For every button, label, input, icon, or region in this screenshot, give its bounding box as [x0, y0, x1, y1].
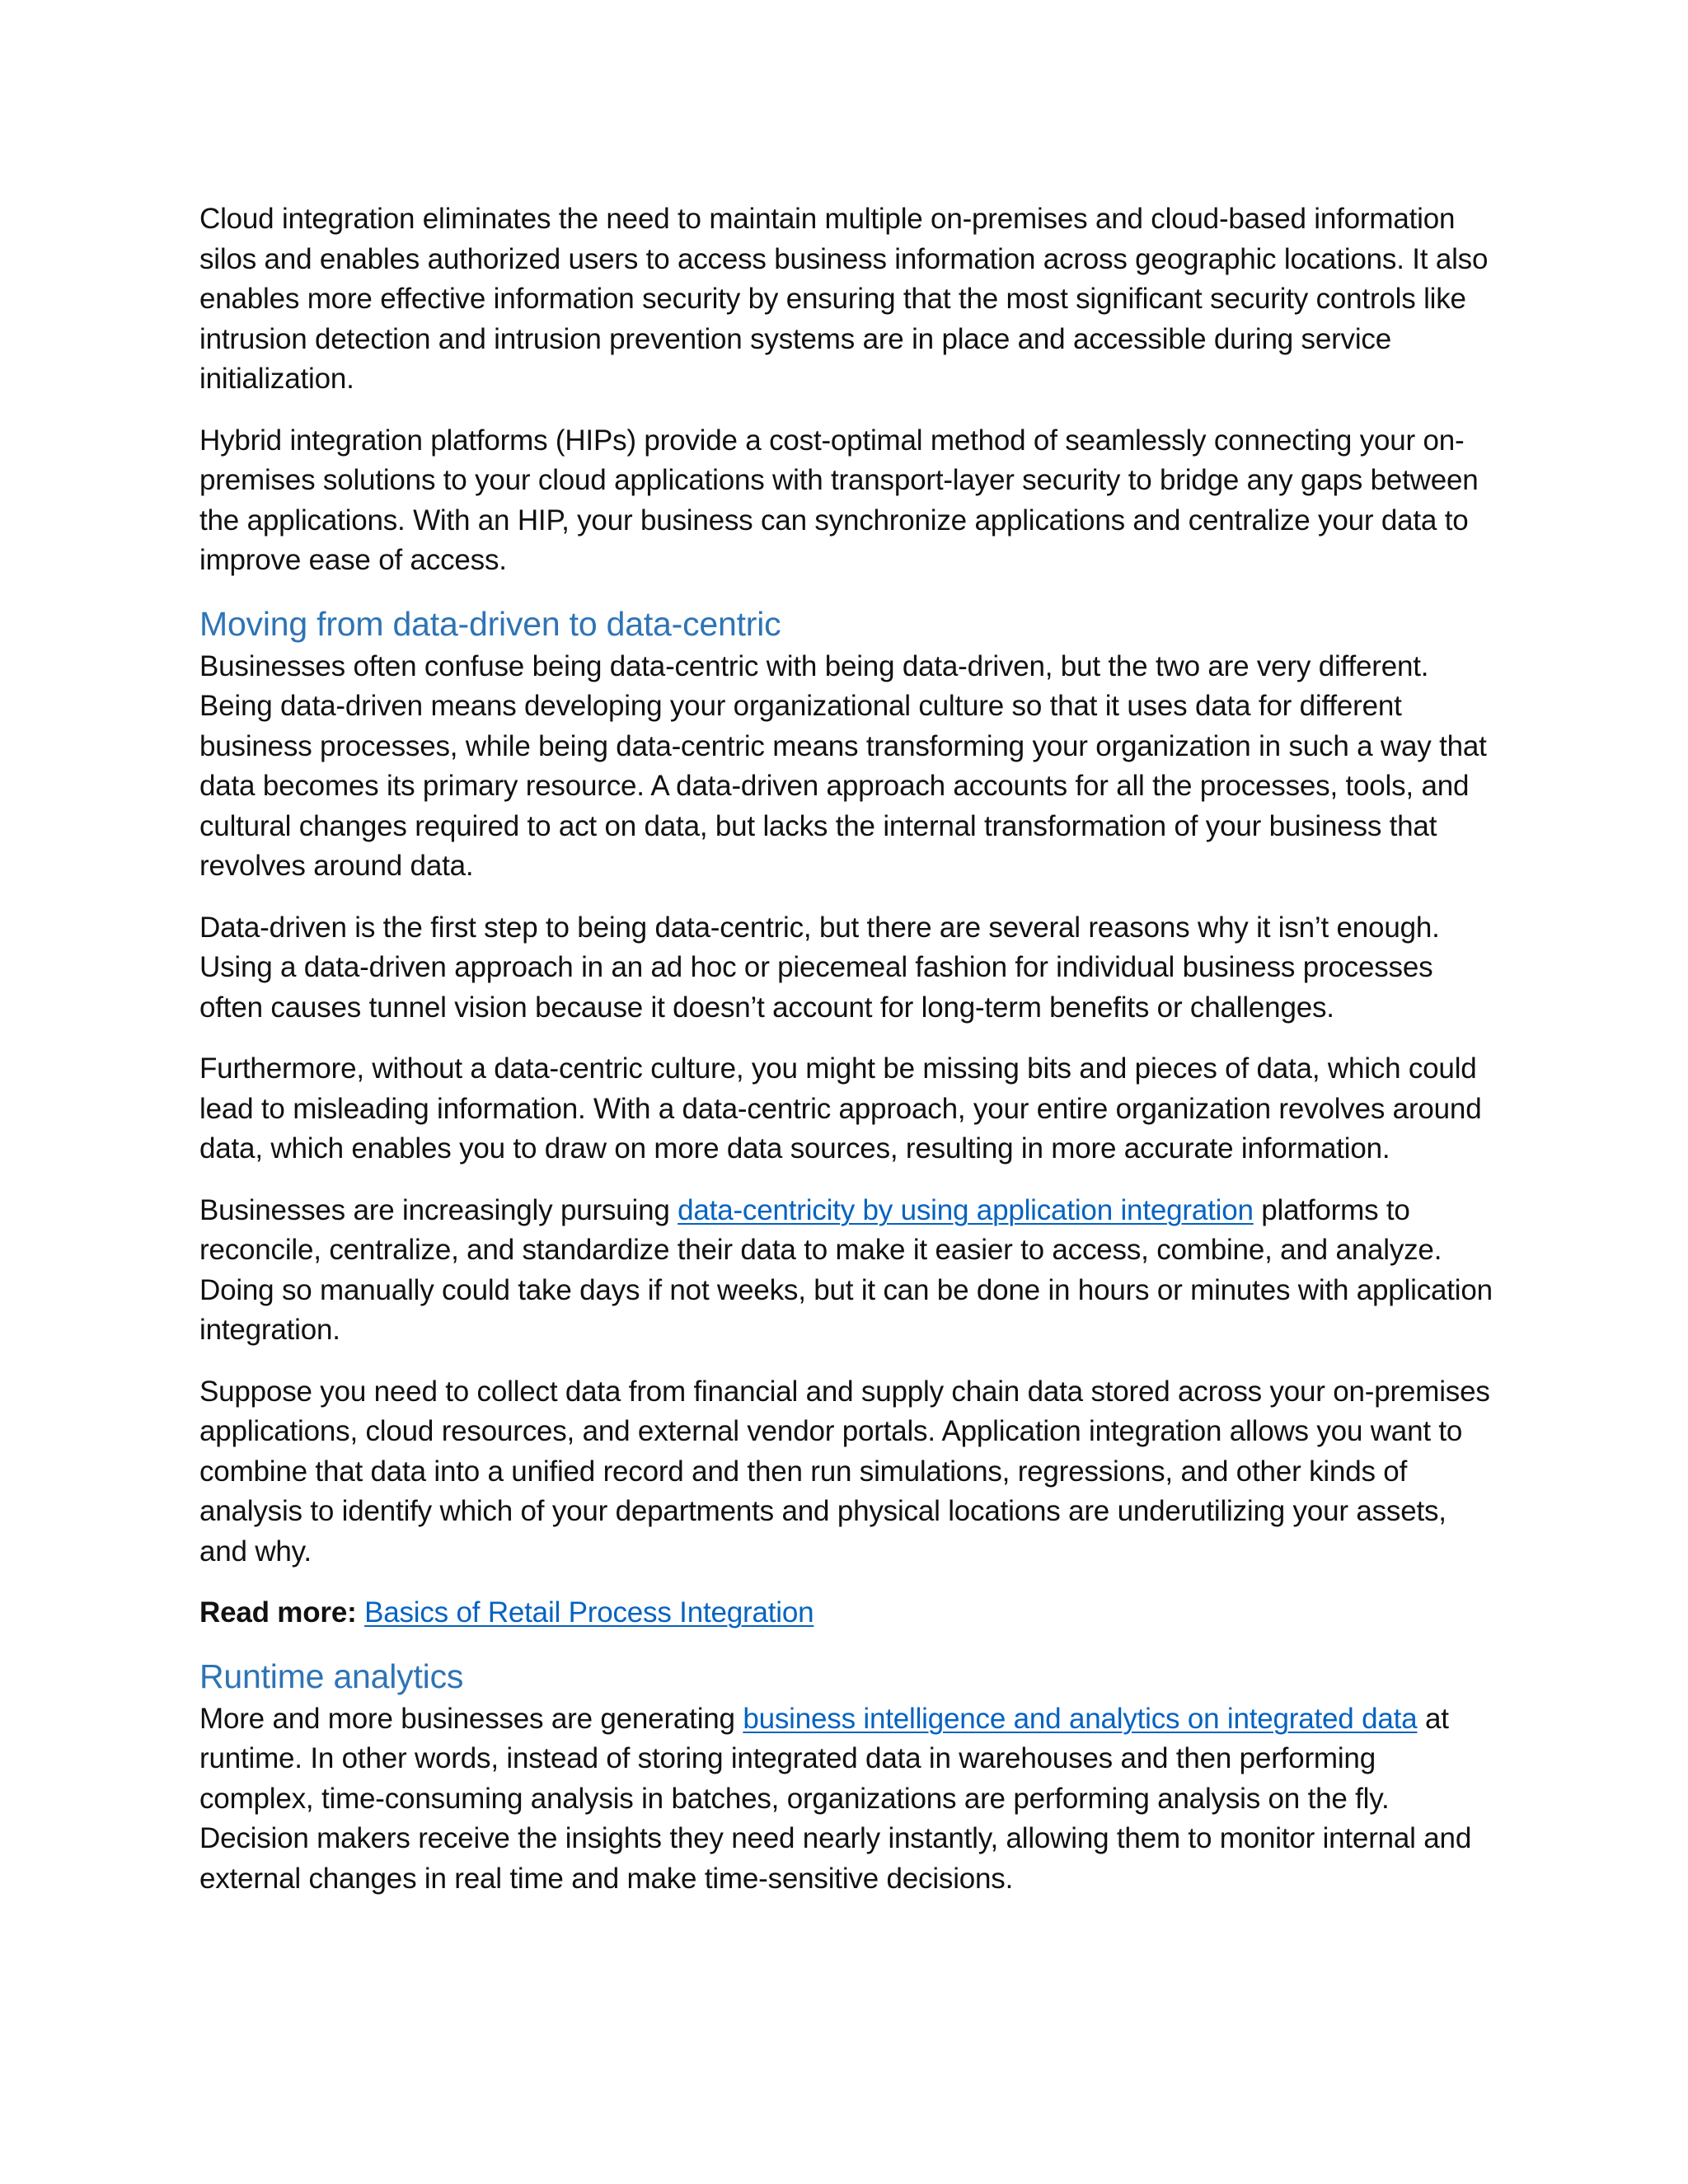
read-more-label: Read more:	[199, 1596, 357, 1629]
paragraph-runtime-analytics	[199, 1699, 1493, 1900]
text-before-link: More and more businesses are generating	[199, 1702, 743, 1735]
paragraph-businesses-pursuing	[199, 1191, 1493, 1351]
link-business-intelligence-analytics[interactable]: business intelligence and analytics on integrated data	[743, 1702, 1418, 1735]
document-body	[199, 199, 1493, 1920]
heading-runtime-analytics: Runtime analytics	[199, 1657, 464, 1695]
paragraph-read-more	[199, 1593, 1493, 1633]
paragraph-furthermore: Furthermore, without a data-centric culture, you might be missing bits and pieces of data, which could lead to misleading information. With a data-centric approach, your entire organization revolves around data, which enables you to draw on more data sources, resulting in more accurate information.	[199, 1052, 1482, 1165]
paragraph-first-step: Data-driven is the first step to being data-centric, but there are several reasons why it isn’t enough. Using a data-driven approach in an ad hoc or piecemeal fashion for individual business processes often causes tunnel vision because it doesn’t account for long-term benefits or challenges.	[199, 911, 1440, 1024]
text-before-link: Businesses are increasingly pursuing	[199, 1193, 678, 1226]
paragraph-suppose: Suppose you need to collect data from financial and supply chain data stored across your on-premises applications, cloud resources, and external vendor portals. Application integration allows you want to combine that data into a unified record and then run simulations, regressions, and other kinds of analysis to identify which of your departments and physical locations are underutilizing your assets, and why.	[199, 1375, 1490, 1568]
text-after-link: at runtime. In other words, instead of storing integrated data in warehouses and then performing complex, time-consuming analysis in batches, organizations are performing analysis on the fly. Decision makers receive the insights they need nearly instantly, allowing them to monitor internal and external changes in real time and make time-sensitive decisions.	[199, 1702, 1472, 1895]
link-basics-retail-process-integration[interactable]: Basics of Retail Process Integration	[364, 1596, 814, 1629]
text-after-link: platforms to reconcile, centralize, and standardize their data to make it easier to access, combine, and analyze. Doing so manually could take days if not weeks, but it can be done in hours or minutes with application integration.	[199, 1193, 1493, 1346]
paragraph-hybrid-integration: Hybrid integration platforms (HIPs) provide a cost-optimal method of seamlessly connecting your on-premises solutions to your cloud applications with transport-layer security to bridge any gaps between the applications. With an HIP, your business can synchronize applications and centralize your data to improve ease of access.	[199, 424, 1479, 576]
heading-data-driven-to-data-centric: Moving from data-driven to data-centric	[199, 604, 781, 643]
paragraph-data-centric-vs-driven: Businesses often confuse being data-centric with being data-driven, but the two are very different. Being data-driven means developing your organizational culture so that it uses data for different business processes, while being data-centric means transforming your organization in such a way that data becomes its primary resource. A data-driven approach accounts for all the processes, tools, and cultural changes required to act on data, but lacks the internal transformation of your business that revolves around data.	[199, 649, 1487, 882]
paragraph-cloud-integration: Cloud integration eliminates the need to maintain multiple on-premises and cloud-based information silos and enables authorized users to access business information across geographic locations. It also enables more effective information security by ensuring that the most significant security controls like intrusion detection and intrusion prevention systems are in place and accessible during service initialization.	[199, 203, 1489, 395]
link-data-centricity-application-integration[interactable]: data-centricity by using application integration	[678, 1193, 1254, 1226]
